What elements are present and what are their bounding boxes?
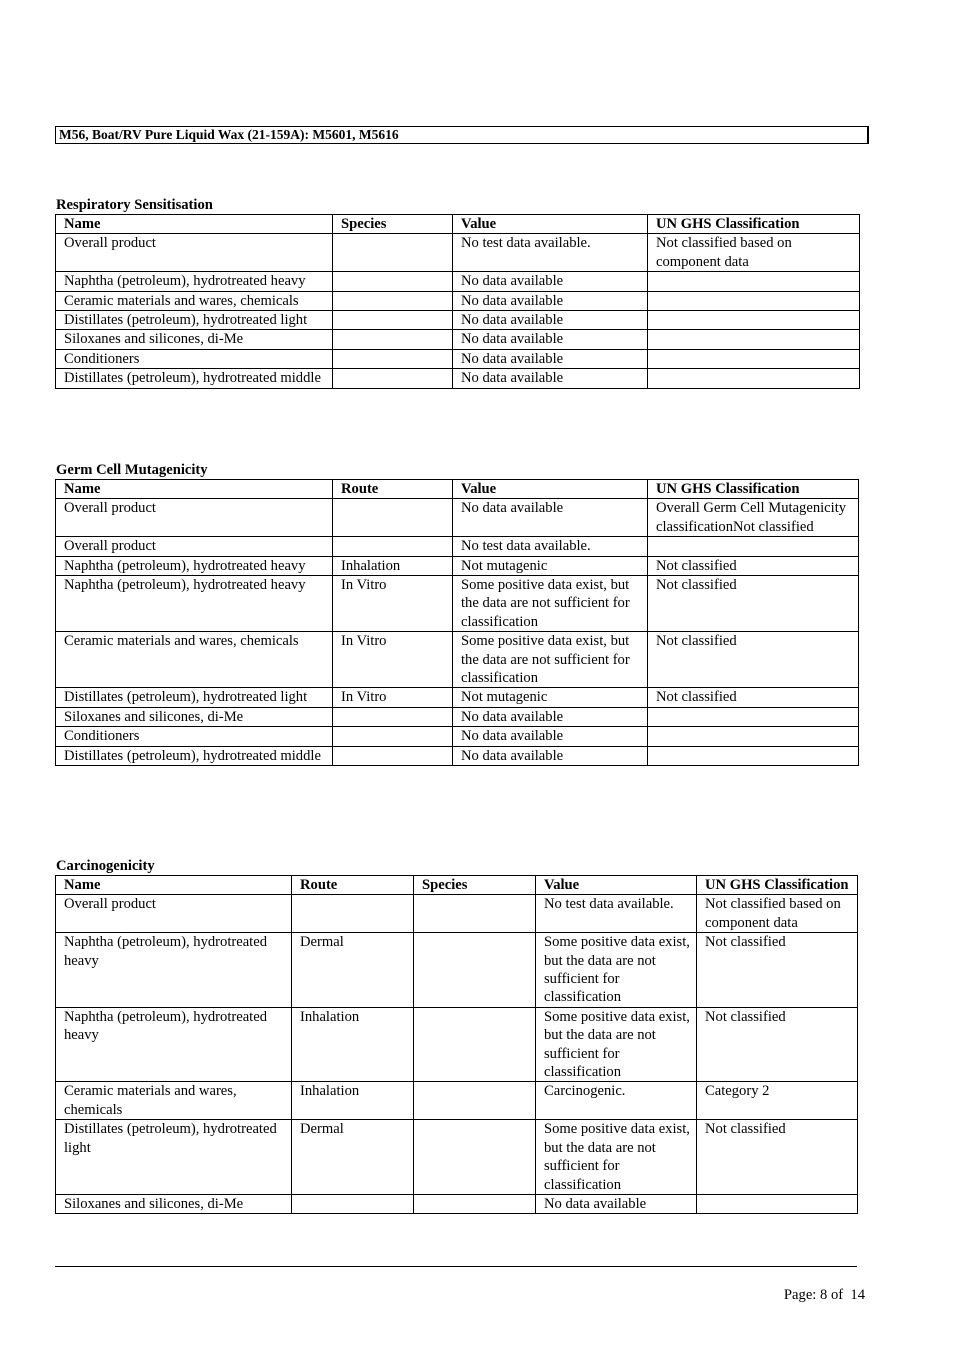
table-cell — [333, 311, 453, 330]
table-cell — [414, 1082, 536, 1120]
table-cell: Some positive data exist, but the data are not sufficient for classification — [453, 576, 648, 632]
table-cell: Inhalation — [333, 556, 453, 575]
table-cell: Naphtha (petroleum), hydrotreated heavy — [56, 1007, 292, 1082]
section-title-carcinogenicity: Carcinogenicity — [56, 858, 155, 874]
table-cell: Not classified — [697, 1120, 858, 1195]
table-cell: No test data available. — [453, 537, 648, 556]
table-cell: No data available — [453, 727, 648, 746]
table-cell: Not mutagenic — [453, 688, 648, 707]
column-header: Name — [56, 215, 333, 234]
table-cell — [648, 311, 860, 330]
section-title-germ-cell-mutagenicity: Germ Cell Mutagenicity — [56, 462, 208, 478]
table-cell — [648, 727, 859, 746]
table-cell: Overall product — [56, 234, 333, 272]
table-cell: Dermal — [292, 1120, 414, 1195]
table-cell — [333, 746, 453, 765]
table-cell — [333, 707, 453, 726]
column-header: Route — [333, 480, 453, 499]
table-cell — [414, 933, 536, 1008]
table-header-row — [56, 480, 859, 499]
page-number: Page: 8 of 14 — [783, 1287, 865, 1303]
table-cell: Ceramic materials and wares, chemicals — [56, 1082, 292, 1120]
table-cell: Distillates (petroleum), hydrotreated light — [56, 1120, 292, 1195]
table-row — [56, 556, 859, 575]
column-header: UN GHS Classification — [648, 215, 860, 234]
table-cell: Inhalation — [292, 1082, 414, 1120]
table-cell: Conditioners — [56, 349, 333, 368]
table-cell — [333, 369, 453, 388]
table-cell: In Vitro — [333, 632, 453, 688]
table-cell: Inhalation — [292, 1007, 414, 1082]
table-cell: Not classified based on component data — [648, 234, 860, 272]
table-cell: Naphtha (petroleum), hydrotreated heavy — [56, 933, 292, 1008]
table-cell: Not classified — [648, 688, 859, 707]
table-cell — [333, 291, 453, 310]
table-cell — [333, 727, 453, 746]
table-row — [56, 537, 859, 556]
table-cell: Distillates (petroleum), hydrotreated light — [56, 311, 333, 330]
table-row — [56, 234, 860, 272]
table-cell: No data available — [453, 707, 648, 726]
table-cell: Not classified based on component data — [697, 895, 858, 933]
table-cell: Overall product — [56, 499, 333, 537]
table-cell: Not mutagenic — [453, 556, 648, 575]
table-cell — [648, 746, 859, 765]
table-cell: No data available — [453, 349, 648, 368]
table-cell — [697, 1194, 858, 1213]
table-cell: Not classified — [648, 556, 859, 575]
table-cell: Ceramic materials and wares, chemicals — [56, 632, 333, 688]
table-cell — [333, 537, 453, 556]
table-cell: Naphtha (petroleum), hydrotreated heavy — [56, 556, 333, 575]
table-row — [56, 727, 859, 746]
table-cell: No data available — [453, 746, 648, 765]
column-header: UN GHS Classification — [648, 480, 859, 499]
table-cell: Naphtha (petroleum), hydrotreated heavy — [56, 272, 333, 291]
table-cell: Dermal — [292, 933, 414, 1008]
table-cell: Category 2 — [697, 1082, 858, 1120]
table-cell: Carcinogenic. — [536, 1082, 697, 1120]
table-header-row — [56, 215, 860, 234]
table-row — [56, 1082, 858, 1120]
table-cell: No data available — [453, 272, 648, 291]
table-row — [56, 349, 860, 368]
table-cell: Conditioners — [56, 727, 333, 746]
column-header: Route — [292, 876, 414, 895]
table-cell — [648, 369, 860, 388]
table-row — [56, 576, 859, 632]
table-cell: Not classified — [697, 1007, 858, 1082]
carcinogenicity-table — [55, 875, 858, 1214]
table-cell: Overall Germ Cell Mutagenicity classificationNot classified — [648, 499, 859, 537]
table-cell — [333, 234, 453, 272]
table-row — [56, 330, 860, 349]
table-cell: Some positive data exist, but the data are not sufficient for classification — [536, 933, 697, 1008]
table-row — [56, 895, 858, 933]
column-header: UN GHS Classification — [697, 876, 858, 895]
table-row — [56, 688, 859, 707]
table-cell: Siloxanes and silicones, di-Me — [56, 330, 333, 349]
table-cell: Distillates (petroleum), hydrotreated middle — [56, 746, 333, 765]
table-cell — [648, 330, 860, 349]
table-cell: Not classified — [648, 632, 859, 688]
table-cell: Ceramic materials and wares, chemicals — [56, 291, 333, 310]
table-cell — [333, 499, 453, 537]
germ-cell-mutagenicity-table — [55, 479, 859, 766]
table-cell — [648, 349, 860, 368]
table-cell: In Vitro — [333, 688, 453, 707]
table-cell: No data available — [453, 369, 648, 388]
column-header: Name — [56, 480, 333, 499]
table-cell — [414, 1007, 536, 1082]
table-cell: No data available — [453, 311, 648, 330]
table-cell: Not classified — [697, 933, 858, 1008]
table-row — [56, 1007, 858, 1082]
column-header: Species — [414, 876, 536, 895]
table-row — [56, 1194, 858, 1213]
table-cell — [414, 1120, 536, 1195]
column-header: Value — [536, 876, 697, 895]
table-cell: Siloxanes and silicones, di-Me — [56, 1194, 292, 1213]
table-cell: No test data available. — [536, 895, 697, 933]
table-cell: Distillates (petroleum), hydrotreated light — [56, 688, 333, 707]
table-cell — [414, 895, 536, 933]
table-cell: Some positive data exist, but the data are not sufficient for classification — [453, 632, 648, 688]
table-cell: Siloxanes and silicones, di-Me — [56, 707, 333, 726]
table-cell: Distillates (petroleum), hydrotreated middle — [56, 369, 333, 388]
table-cell — [333, 349, 453, 368]
table-header-row — [56, 876, 858, 895]
table-cell — [292, 895, 414, 933]
table-cell — [292, 1194, 414, 1213]
column-header: Species — [333, 215, 453, 234]
table-row — [56, 272, 860, 291]
table-cell: Overall product — [56, 895, 292, 933]
section-title-respiratory-sensitisation: Respiratory Sensitisation — [56, 197, 213, 213]
table-cell: No data available — [536, 1194, 697, 1213]
table-cell — [333, 330, 453, 349]
table-cell — [648, 272, 860, 291]
footer-divider — [55, 1266, 857, 1267]
document-header: M56, Boat/RV Pure Liquid Wax (21-159A): M5601, M5616 — [55, 126, 869, 144]
table-cell — [414, 1194, 536, 1213]
table-cell: No data available — [453, 330, 648, 349]
column-header: Value — [453, 480, 648, 499]
column-header: Name — [56, 876, 292, 895]
column-header: Value — [453, 215, 648, 234]
table-cell — [333, 272, 453, 291]
table-cell: No data available — [453, 291, 648, 310]
table-cell — [648, 291, 860, 310]
table-cell — [648, 537, 859, 556]
table-row — [56, 707, 859, 726]
table-cell: Not classified — [648, 576, 859, 632]
table-row — [56, 746, 859, 765]
table-cell: Naphtha (petroleum), hydrotreated heavy — [56, 576, 333, 632]
table-row — [56, 311, 860, 330]
table-row — [56, 291, 860, 310]
table-cell: In Vitro — [333, 576, 453, 632]
table-cell: Some positive data exist, but the data are not sufficient for classification — [536, 1120, 697, 1195]
table-cell: No data available — [453, 499, 648, 537]
table-cell: Overall product — [56, 537, 333, 556]
table-row — [56, 1120, 858, 1195]
table-row — [56, 499, 859, 537]
table-cell: Some positive data exist, but the data are not sufficient for classification — [536, 1007, 697, 1082]
table-row — [56, 632, 859, 688]
table-cell — [648, 707, 859, 726]
table-row — [56, 369, 860, 388]
respiratory-sensitisation-table — [55, 214, 860, 389]
table-row — [56, 933, 858, 1008]
table-cell: No test data available. — [453, 234, 648, 272]
